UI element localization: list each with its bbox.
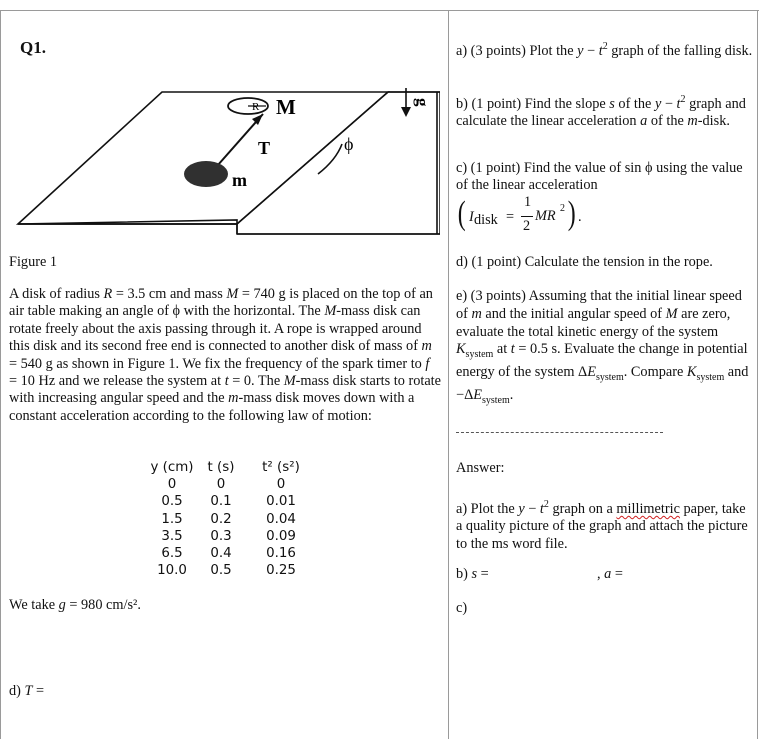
air-table-top [18, 92, 388, 224]
question-e: e) (3 points) Assuming that the initial linear speed of m and the initial angular speed of M are zero, evaluate the total kinetic energy of the system $K_{system}$ at t = 0.5 s. Evaluate the change in potential energy of the system $\Delta E_{system}$. Compare $K_{system}$ and $-\Delta E_{system}$. [456, 288, 749, 406]
open-paren: ( [457, 195, 466, 232]
col-y [148, 459, 196, 579]
table-cell: 0.2 [210, 511, 232, 527]
table-cell: 10.0 [157, 563, 187, 579]
answer-b-slope: b) s = [456, 566, 489, 582]
phi-angle-arc [318, 144, 342, 174]
table-cell: 0.3 [210, 528, 232, 544]
table-right-border [757, 10, 758, 739]
table-cell: 0 [276, 477, 286, 493]
formula-eq: = [506, 209, 515, 225]
question-b: b) (1 point) Find the slope s of the $y - t^2$ graph and calculate the linear acceleration a of the m-disk. [456, 94, 746, 130]
table-cell: 0.4 [210, 545, 232, 561]
table-cell: 0.25 [266, 563, 296, 579]
table-cell: 0.04 [266, 511, 296, 527]
header-y: y (cm) [150, 460, 194, 475]
figure-caption: Figure 1 [9, 254, 58, 270]
table-cell: 0.16 [266, 545, 296, 561]
header-t: t (s) [207, 460, 235, 475]
question-d: d) (1 point) Calculate the tension in the rope. [456, 254, 713, 270]
formula-MR: MR [535, 208, 556, 224]
question-title: Q1. [20, 38, 46, 57]
answer-c: c) [456, 600, 468, 616]
label-m: m [232, 170, 247, 190]
table-cell: 0.5 [161, 494, 183, 510]
table-top-border [0, 10, 759, 11]
table-cell: 1.5 [161, 511, 183, 527]
col-t [204, 459, 238, 579]
formula-exp: 2 [560, 203, 565, 214]
label-M: M [276, 95, 296, 119]
col-t2 [256, 459, 306, 579]
gravity-note: We take g = 980 cm/s². [9, 597, 141, 613]
formula-period: . [578, 209, 582, 225]
table-cell: 0.01 [266, 494, 296, 510]
formula-disk: disk [474, 212, 498, 228]
table-cell: 6.5 [161, 545, 183, 561]
label-g: g [413, 98, 432, 107]
air-table-side [237, 92, 440, 234]
inertia-formula [456, 194, 656, 240]
tension-answer: d) T = [9, 683, 45, 699]
answer-label: Answer: [456, 460, 505, 476]
table-cell: 3.5 [161, 528, 183, 544]
table-cell: 0 [167, 477, 177, 493]
header-t2: t² (s²) [262, 460, 300, 475]
question-c: c) (1 point) Find the value of sin ϕ using the value of the linear acceleration [456, 160, 743, 194]
table-cell: 0.1 [210, 494, 232, 510]
answer-b-accel: , a = [597, 566, 623, 582]
small-disk-m [184, 161, 228, 187]
formula-I: I [469, 209, 474, 225]
figure-1-diagram [0, 86, 440, 246]
problem-statement: A disk of radius R = 3.5 cm and mass M = 740 g is placed on the top of an air table making an angle of ϕ with the horizontal. The M-mass disk can rotate freely about the axis passing through it. A rope is wrapped around this disk and its second free end is connected to another disk of mass of m = 540 g as shown in Figure 1. We fix the frequency of the spark timer to f = 10 Hz and we release the system at t = 0. The M-mass disk starts to rotate with increasing angular speed and the m-mass disk moves down with a constant acceleration according to the following law of motion: [9, 286, 442, 424]
label-T: T [258, 138, 271, 158]
answer-a: a) Plot the $y - t^2$ graph on a millimetric paper, take a quality picture of the graph and attach the picture to the ms word file. [456, 499, 748, 552]
label-R: R [252, 101, 260, 113]
formula-den: 2 [523, 218, 531, 234]
formula-num: 1 [524, 194, 532, 210]
fraction-bar [521, 216, 533, 217]
column-divider [448, 10, 449, 739]
table-cell: 0 [216, 477, 226, 493]
close-paren: ) [567, 195, 576, 232]
table-cell: 0.09 [266, 528, 296, 544]
table-cell: 0.5 [210, 563, 232, 579]
separator-dashes [456, 432, 663, 433]
question-a: a) (3 points) Plot the $y - t^2$ graph of the falling disk. [456, 41, 753, 59]
label-phi: ϕ [344, 134, 354, 154]
